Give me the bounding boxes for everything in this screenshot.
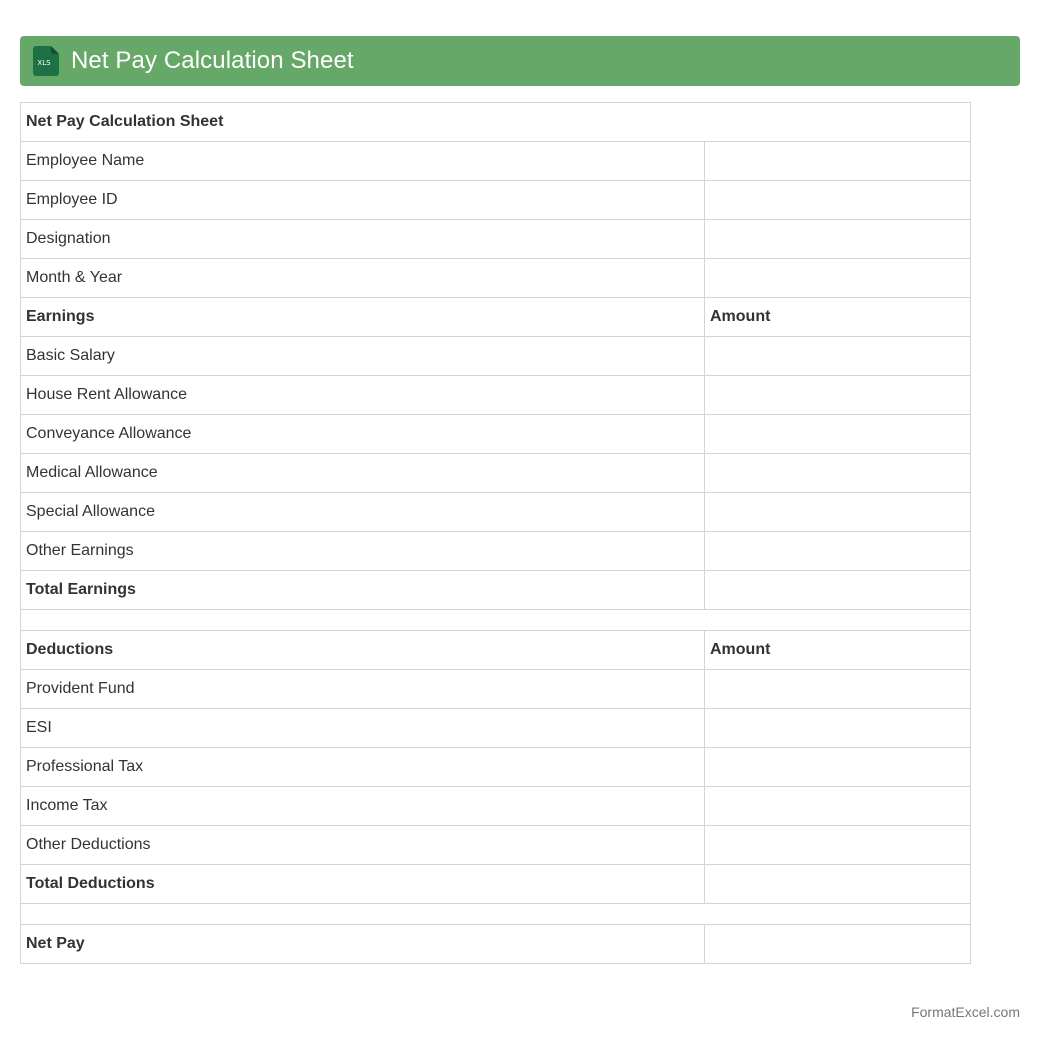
deduction-item-label: Other Deductions bbox=[21, 826, 705, 865]
earning-item-label: Medical Allowance bbox=[21, 454, 705, 493]
table-row bbox=[21, 571, 971, 610]
month-year-value-cell[interactable] bbox=[705, 259, 971, 298]
designation-value-cell[interactable] bbox=[705, 220, 971, 259]
earning-amount-cell[interactable] bbox=[705, 376, 971, 415]
table-row bbox=[21, 493, 971, 532]
xls-file-icon bbox=[33, 46, 59, 76]
total-deductions-label: Total Deductions bbox=[21, 865, 705, 904]
net-pay-value-cell[interactable] bbox=[705, 925, 971, 964]
earning-item-label: House Rent Allowance bbox=[21, 376, 705, 415]
table-row bbox=[21, 337, 971, 376]
table-row bbox=[21, 631, 971, 670]
table-row bbox=[21, 787, 971, 826]
net-pay-label: Net Pay bbox=[21, 925, 705, 964]
page-title: Net Pay Calculation Sheet bbox=[71, 47, 354, 74]
net-pay-sheet-table bbox=[20, 102, 971, 964]
deductions-amount-header: Amount bbox=[705, 631, 971, 670]
table-row bbox=[21, 298, 971, 337]
table-row bbox=[21, 709, 971, 748]
earnings-amount-header: Amount bbox=[705, 298, 971, 337]
table-row bbox=[21, 259, 971, 298]
spacer-row bbox=[21, 610, 971, 631]
empty-cell bbox=[21, 904, 971, 925]
empty-cell bbox=[21, 610, 971, 631]
table-row bbox=[21, 181, 971, 220]
deduction-amount-cell[interactable] bbox=[705, 787, 971, 826]
employee-name-label: Employee Name bbox=[21, 142, 705, 181]
table-row bbox=[21, 925, 971, 964]
earnings-header: Earnings bbox=[21, 298, 705, 337]
deduction-item-label: Professional Tax bbox=[21, 748, 705, 787]
employee-name-value-cell[interactable] bbox=[705, 142, 971, 181]
month-year-label: Month & Year bbox=[21, 259, 705, 298]
deduction-item-label: Provident Fund bbox=[21, 670, 705, 709]
table-row bbox=[21, 670, 971, 709]
deduction-item-label: ESI bbox=[21, 709, 705, 748]
table-row bbox=[21, 376, 971, 415]
table-row bbox=[21, 748, 971, 787]
svg-text:XLS: XLS bbox=[37, 59, 51, 67]
deductions-header: Deductions bbox=[21, 631, 705, 670]
table-row bbox=[21, 532, 971, 571]
deduction-amount-cell[interactable] bbox=[705, 826, 971, 865]
designation-label: Designation bbox=[21, 220, 705, 259]
earning-amount-cell[interactable] bbox=[705, 454, 971, 493]
earning-amount-cell[interactable] bbox=[705, 337, 971, 376]
footer-brand-link[interactable]: FormatExcel.com bbox=[911, 1004, 1020, 1020]
deduction-amount-cell[interactable] bbox=[705, 709, 971, 748]
total-deductions-value-cell[interactable] bbox=[705, 865, 971, 904]
employee-id-label: Employee ID bbox=[21, 181, 705, 220]
earning-item-label: Basic Salary bbox=[21, 337, 705, 376]
table-row bbox=[21, 103, 971, 142]
employee-id-value-cell[interactable] bbox=[705, 181, 971, 220]
spacer-row bbox=[21, 904, 971, 925]
total-earnings-label: Total Earnings bbox=[21, 571, 705, 610]
earning-amount-cell[interactable] bbox=[705, 493, 971, 532]
deduction-amount-cell[interactable] bbox=[705, 748, 971, 787]
sheet-title-cell: Net Pay Calculation Sheet bbox=[21, 103, 971, 142]
deduction-item-label: Income Tax bbox=[21, 787, 705, 826]
deduction-amount-cell[interactable] bbox=[705, 670, 971, 709]
page-header bbox=[20, 36, 1020, 86]
earning-amount-cell[interactable] bbox=[705, 532, 971, 571]
table-row bbox=[21, 865, 971, 904]
table-row bbox=[21, 415, 971, 454]
earning-item-label: Other Earnings bbox=[21, 532, 705, 571]
table-row bbox=[21, 454, 971, 493]
earning-item-label: Conveyance Allowance bbox=[21, 415, 705, 454]
table-row bbox=[21, 220, 971, 259]
total-earnings-value-cell[interactable] bbox=[705, 571, 971, 610]
table-row bbox=[21, 826, 971, 865]
earning-amount-cell[interactable] bbox=[705, 415, 971, 454]
table-row bbox=[21, 142, 971, 181]
earning-item-label: Special Allowance bbox=[21, 493, 705, 532]
